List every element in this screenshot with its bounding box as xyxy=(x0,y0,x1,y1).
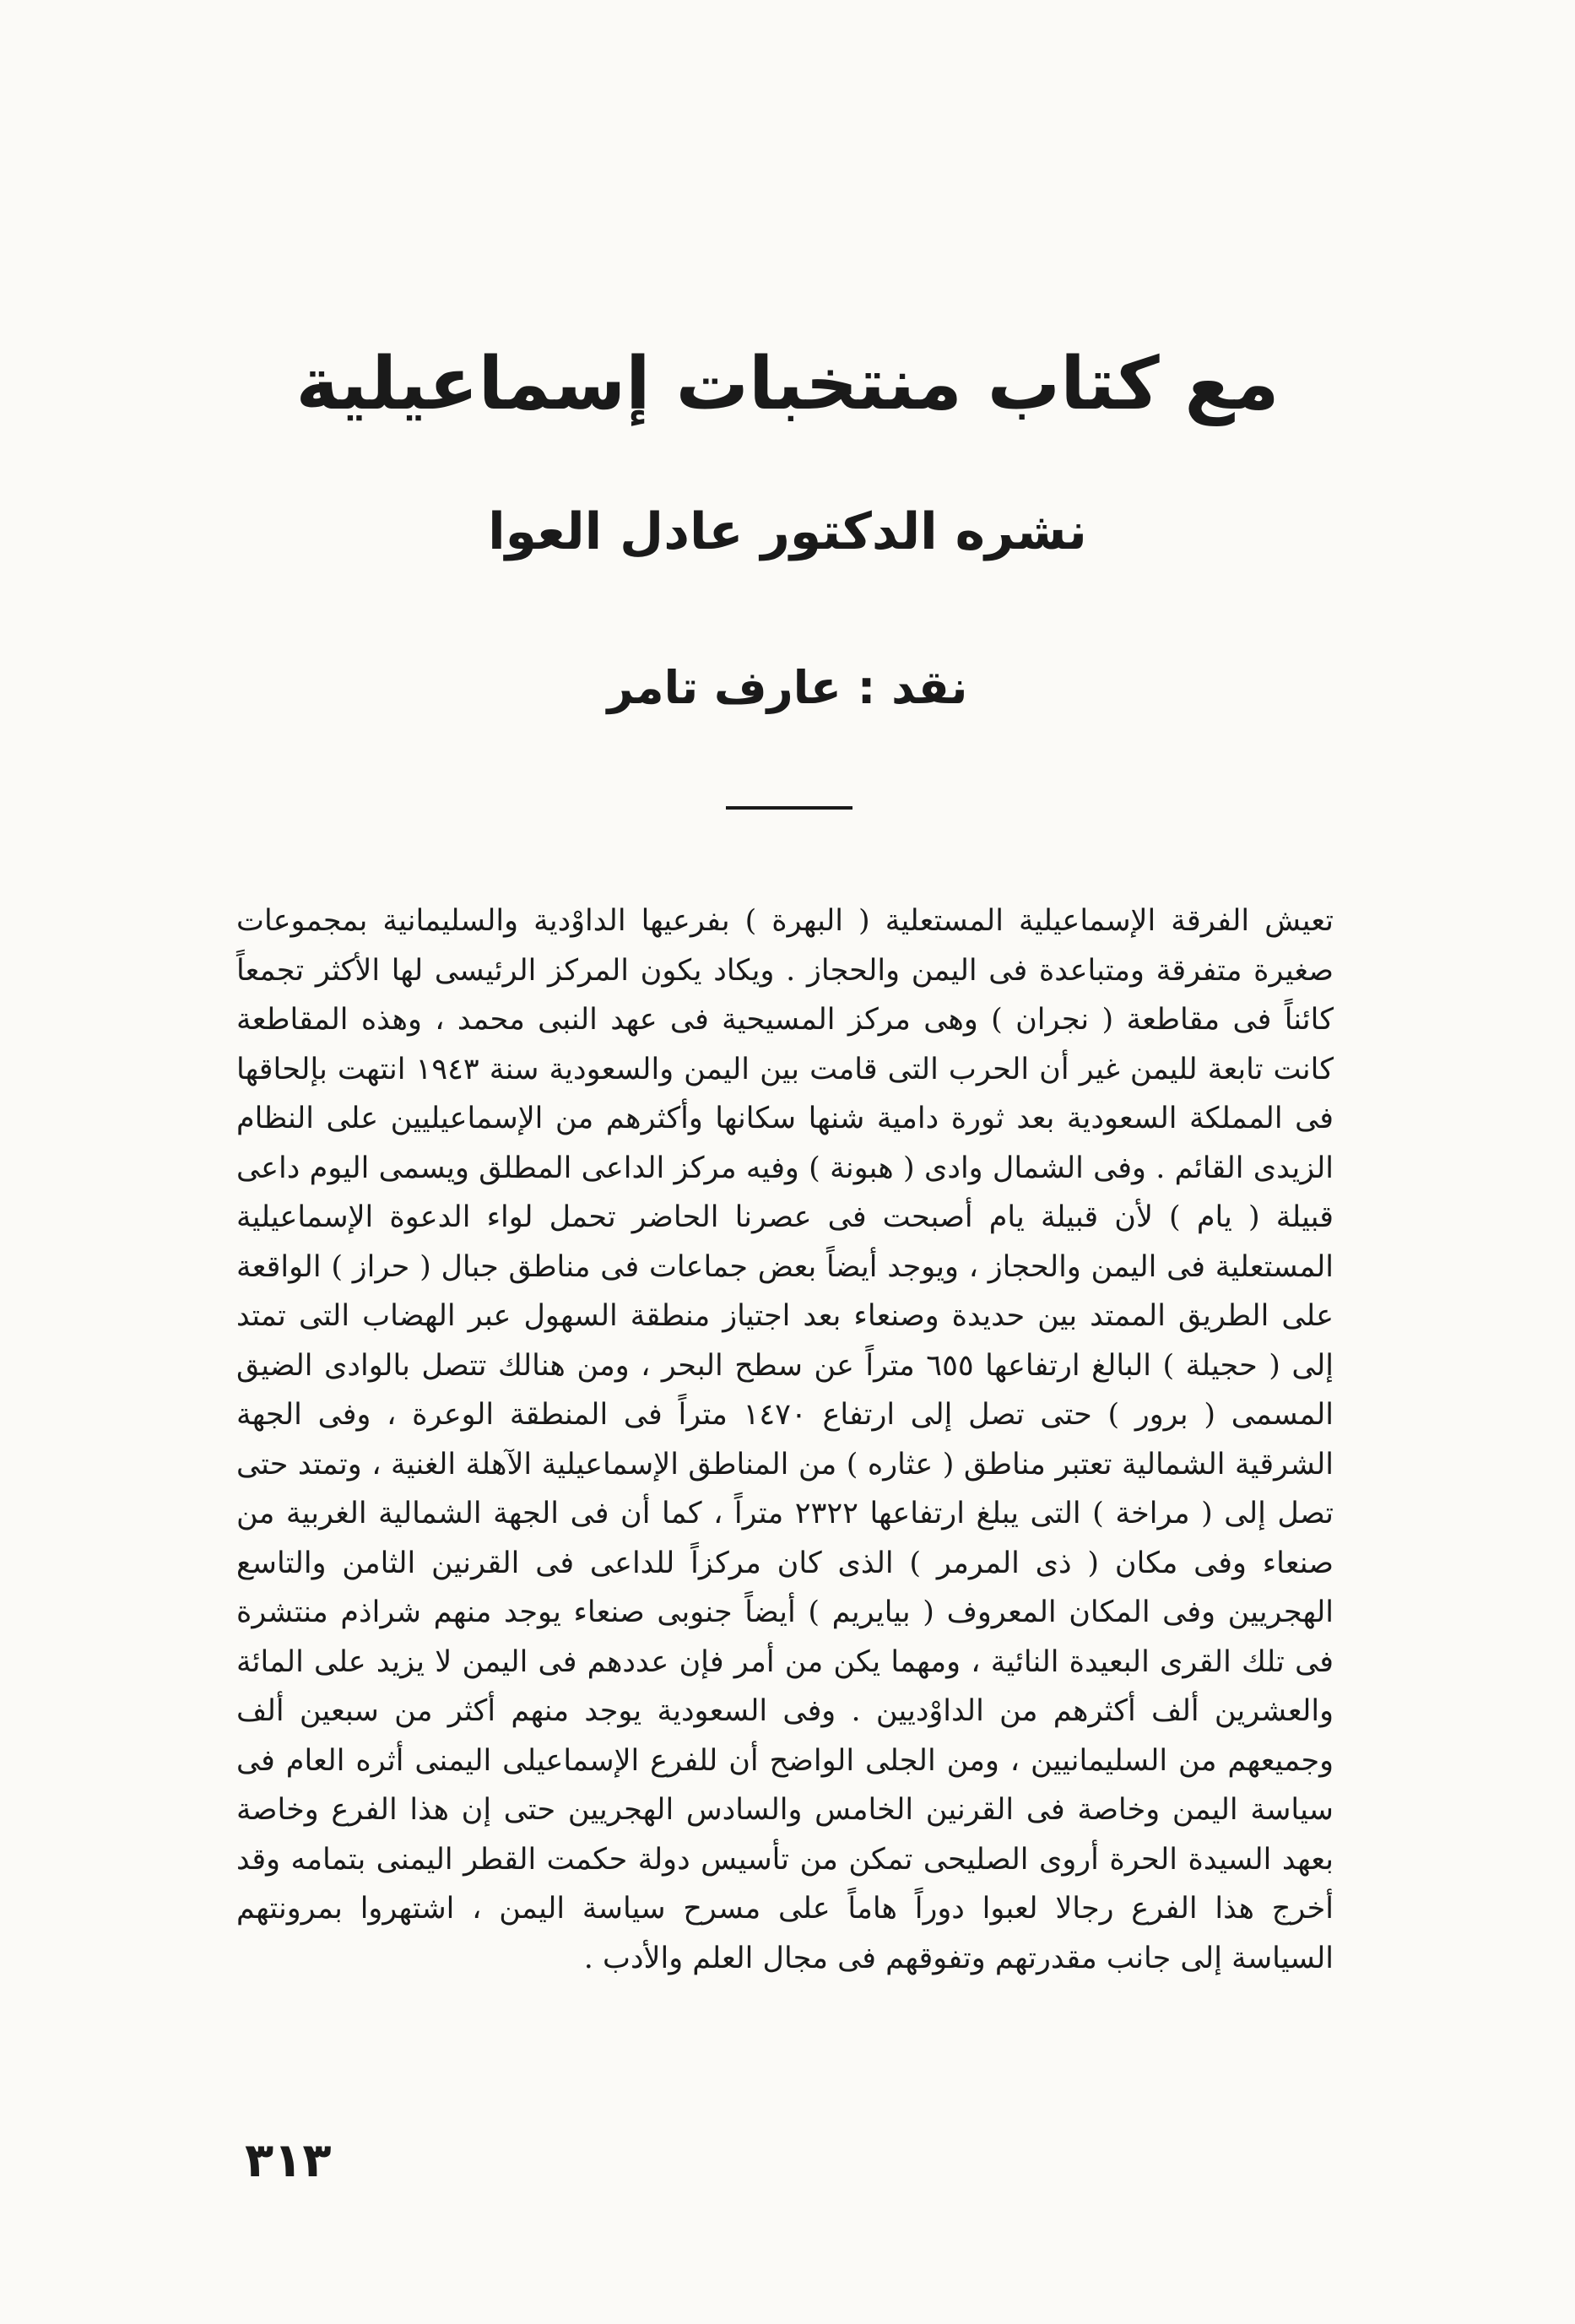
article-subtitle: نشره الدكتور عادل العوا xyxy=(488,502,1087,561)
section-divider xyxy=(726,806,852,810)
page-number: ٣١٣ xyxy=(245,2133,332,2188)
body-paragraph: تعيش الفرقة الإسماعيلية المستعلية ( البهرة ) بفرعيها الداوْدية والسليمانية بمجموعات صغيرة متفرقة ومتباعدة فى اليمن والحجاز . ويكاد يكون المركز الرئيسى لها الأكثر تجمعاً كائناً فى مقاطعة ( نجران ) وهى مركز المسيحية فى عهد النبى محمد ، وهذه المقاطعة كانت تابعة لليمن غير أن الحرب التى قامت بين اليمن والسعودية سنة ١٩٤٣ انتهت بإلحاقها فى المملكة السعودية بعد ثورة دامية شنها سكانها وأكثرهم من الإسماعيليين على النظام الزيدى القائم . وفى الشمال وادى ( هبونة ) وفيه مركز الداعى المطلق ويسمى اليوم داعى قبيلة ( يام ) لأن قبيلة يام أصبحت فى عصرنا الحاضر تحمل لواء الدعوة الإسماعيلية المستعلية فى اليمن والحجاز ، ويوجد أيضاً بعض جماعات فى مناطق جبال ( حراز ) الواقعة على الطريق الممتد بين حديدة وصنعاء بعد اجتياز منطقة السهول عبر الهضاب التى تمتد إلى ( حجيلة ) البالغ ارتفاعها ٦٥٥ متراً عن سطح البحر ، ومن هنالك تتصل بالوادى الضيق المسمى ( برور ) حتى تصل إلى ارتفاع ١٤٧٠ متراً فى المنطقة الوعرة ، وفى الجهة الشرقية الشمالية تعتبر مناطق ( عثاره ) من المناطق الإسماعيلية الآهلة الغنية ، وتمتد حتى تصل إلى ( مراخة ) التى يبلغ ارتفاعها ٢٣٢٢ متراً ، كما أن فى الجهة الشمالية الغربية من صنعاء وفى مكان ( ذى المرمر ) الذى كان مركزاً للداعى فى القرنين الثامن والتاسع الهجريين وفى المكان المعروف ( بيايريم ) أيضاً جنوبى صنعاء يوجد منهم شراذم منتشرة فى تلك القرى البعيدة النائية ، ومهما يكن من أمر فإن عددهم فى اليمن لا يزيد على المائة والعشرين ألف أكثرهم من الداوْديين . وفى السعودية يوجد منهم أكثر من سبعين ألف وجميعهم من السليمانيين ، ومن الجلى الواضح أن للفرع الإسماعيلى اليمنى أثره العام فى سياسة اليمن وخاصة فى القرنين الخامس والسادس الهجريين حتى إن هذا الفرع وخاصة بعهد السيدة الحرة أروى الصليحى تمكن من تأسيس دولة حكمت القطر اليمنى بتمامه وقد أخرج هذا الفرع رجالا لعبوا دوراً هاماً على مسرح سياسة اليمن ، اشتهروا بمرونتهم السياسة إلى جانب مقدرتهم وتفوقهم فى مجال العلم والأدب . xyxy=(236,904,1334,1975)
article-byline: نقد : عارف تامر xyxy=(607,661,968,714)
article-title: مع كتاب منتخبات إسماعيلية xyxy=(295,342,1280,426)
